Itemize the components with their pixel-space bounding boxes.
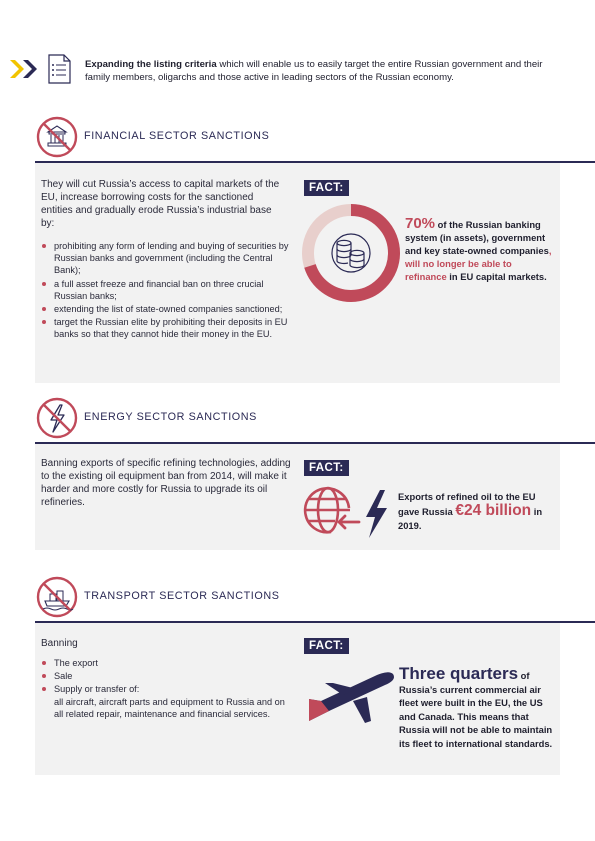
financial-panel [35, 163, 560, 383]
financial-section-header [35, 115, 595, 165]
airplane-icon [303, 671, 401, 727]
financial-fact-text [405, 217, 553, 283]
financial-section-title: FINANCIAL SECTOR SANCTIONS [84, 130, 270, 142]
financial-lead: They will cut Russia’s access to capital markets of the EU, increase borrowing costs for the sanctioned entities and gradually erode Russia’s industrial base by: [41, 179, 280, 229]
globe-arrow-icon [301, 482, 361, 540]
transport-section-header [35, 575, 595, 625]
transport-fact-big: Three quarters [399, 664, 519, 683]
transport-section-title: TRANSPORT SECTOR SANCTIONS [84, 590, 280, 602]
listing-criteria-rest: which will enable us to easily target the entire Russian government and their family members, oligarchs and those active in leading sectors of the Russian economy. [85, 59, 543, 83]
fact-percent: 70% [405, 215, 436, 232]
transport-fact-of: of [518, 670, 530, 681]
financial-fact-badge: FACT: [304, 180, 349, 196]
energy-fact-post: in 2019. [398, 506, 543, 531]
energy-fact-badge: FACT: [304, 460, 349, 476]
fact-and: and [405, 245, 425, 256]
energy-fact-pre: Exports of refined oil to the EU gave Russia [398, 491, 536, 517]
energy-section-title: ENERGY SECTOR SANCTIONS [84, 411, 257, 423]
transport-fact-text [399, 664, 559, 751]
list-item: extending the list of state-owned companies sanctioned; [41, 303, 291, 315]
energy-panel [35, 444, 560, 550]
no-energy-icon [35, 396, 79, 440]
transport-fact-badge: FACT: [304, 638, 349, 654]
fact-part1: of the Russian banking system (in assets), [405, 219, 541, 243]
coin-stack-icon [332, 234, 370, 272]
document-list-icon [46, 54, 72, 84]
no-bank-icon [35, 115, 79, 159]
energy-lead: Banning exports of specific refining technologies, adding to the existing oil equipment ban from 2014, will make it harder and more costly for Russia to upgrade its oil refineries. [41, 458, 291, 508]
fact-government: government [491, 232, 546, 243]
list-item: Sale [41, 670, 301, 682]
lightning-bolt-icon [363, 490, 389, 538]
listing-criteria-bold: Expanding the listing criteria [85, 59, 217, 70]
financial-donut-chart [301, 203, 401, 303]
energy-section-header [35, 396, 595, 446]
transport-fact-rest: Russia’s current commercial air fleet were built in the EU, the US and Canada. This means that Russia will not be able to maintain its fleet to international standards. [399, 683, 553, 749]
chevron-arrows-icon [8, 58, 42, 80]
transport-lead: Banning [41, 638, 78, 649]
list-item: Supply or transfer of: [41, 683, 301, 695]
fact-key-companies: key state-owned companies [424, 245, 549, 256]
financial-bullet-list [41, 240, 291, 342]
list-item: target the Russian elite by prohibiting their deposits in EU banks so that they cannot hide their money in the EU. [41, 316, 291, 340]
list-item: a full asset freeze and financial ban on three crucial Russian banks; [41, 278, 291, 302]
transport-bullet-list [41, 657, 301, 697]
energy-fact-amount: €24 billion [455, 502, 532, 519]
list-item: prohibiting any form of lending and buying of securities by Russian banks and government (including the Central Bank); [41, 240, 291, 277]
transport-sub-text: all aircraft, aircraft parts and equipment to Russia and on all related repair, maintenance and financial services. [54, 697, 285, 720]
list-item: The export [41, 657, 301, 669]
no-transport-icon [35, 575, 79, 619]
energy-fact-text [398, 490, 558, 533]
fact-end: in EU capital markets. [446, 271, 547, 282]
fact-refinance: , will no longer be able to refinance [405, 245, 552, 282]
listing-criteria-text [85, 58, 565, 84]
transport-panel [35, 623, 560, 775]
